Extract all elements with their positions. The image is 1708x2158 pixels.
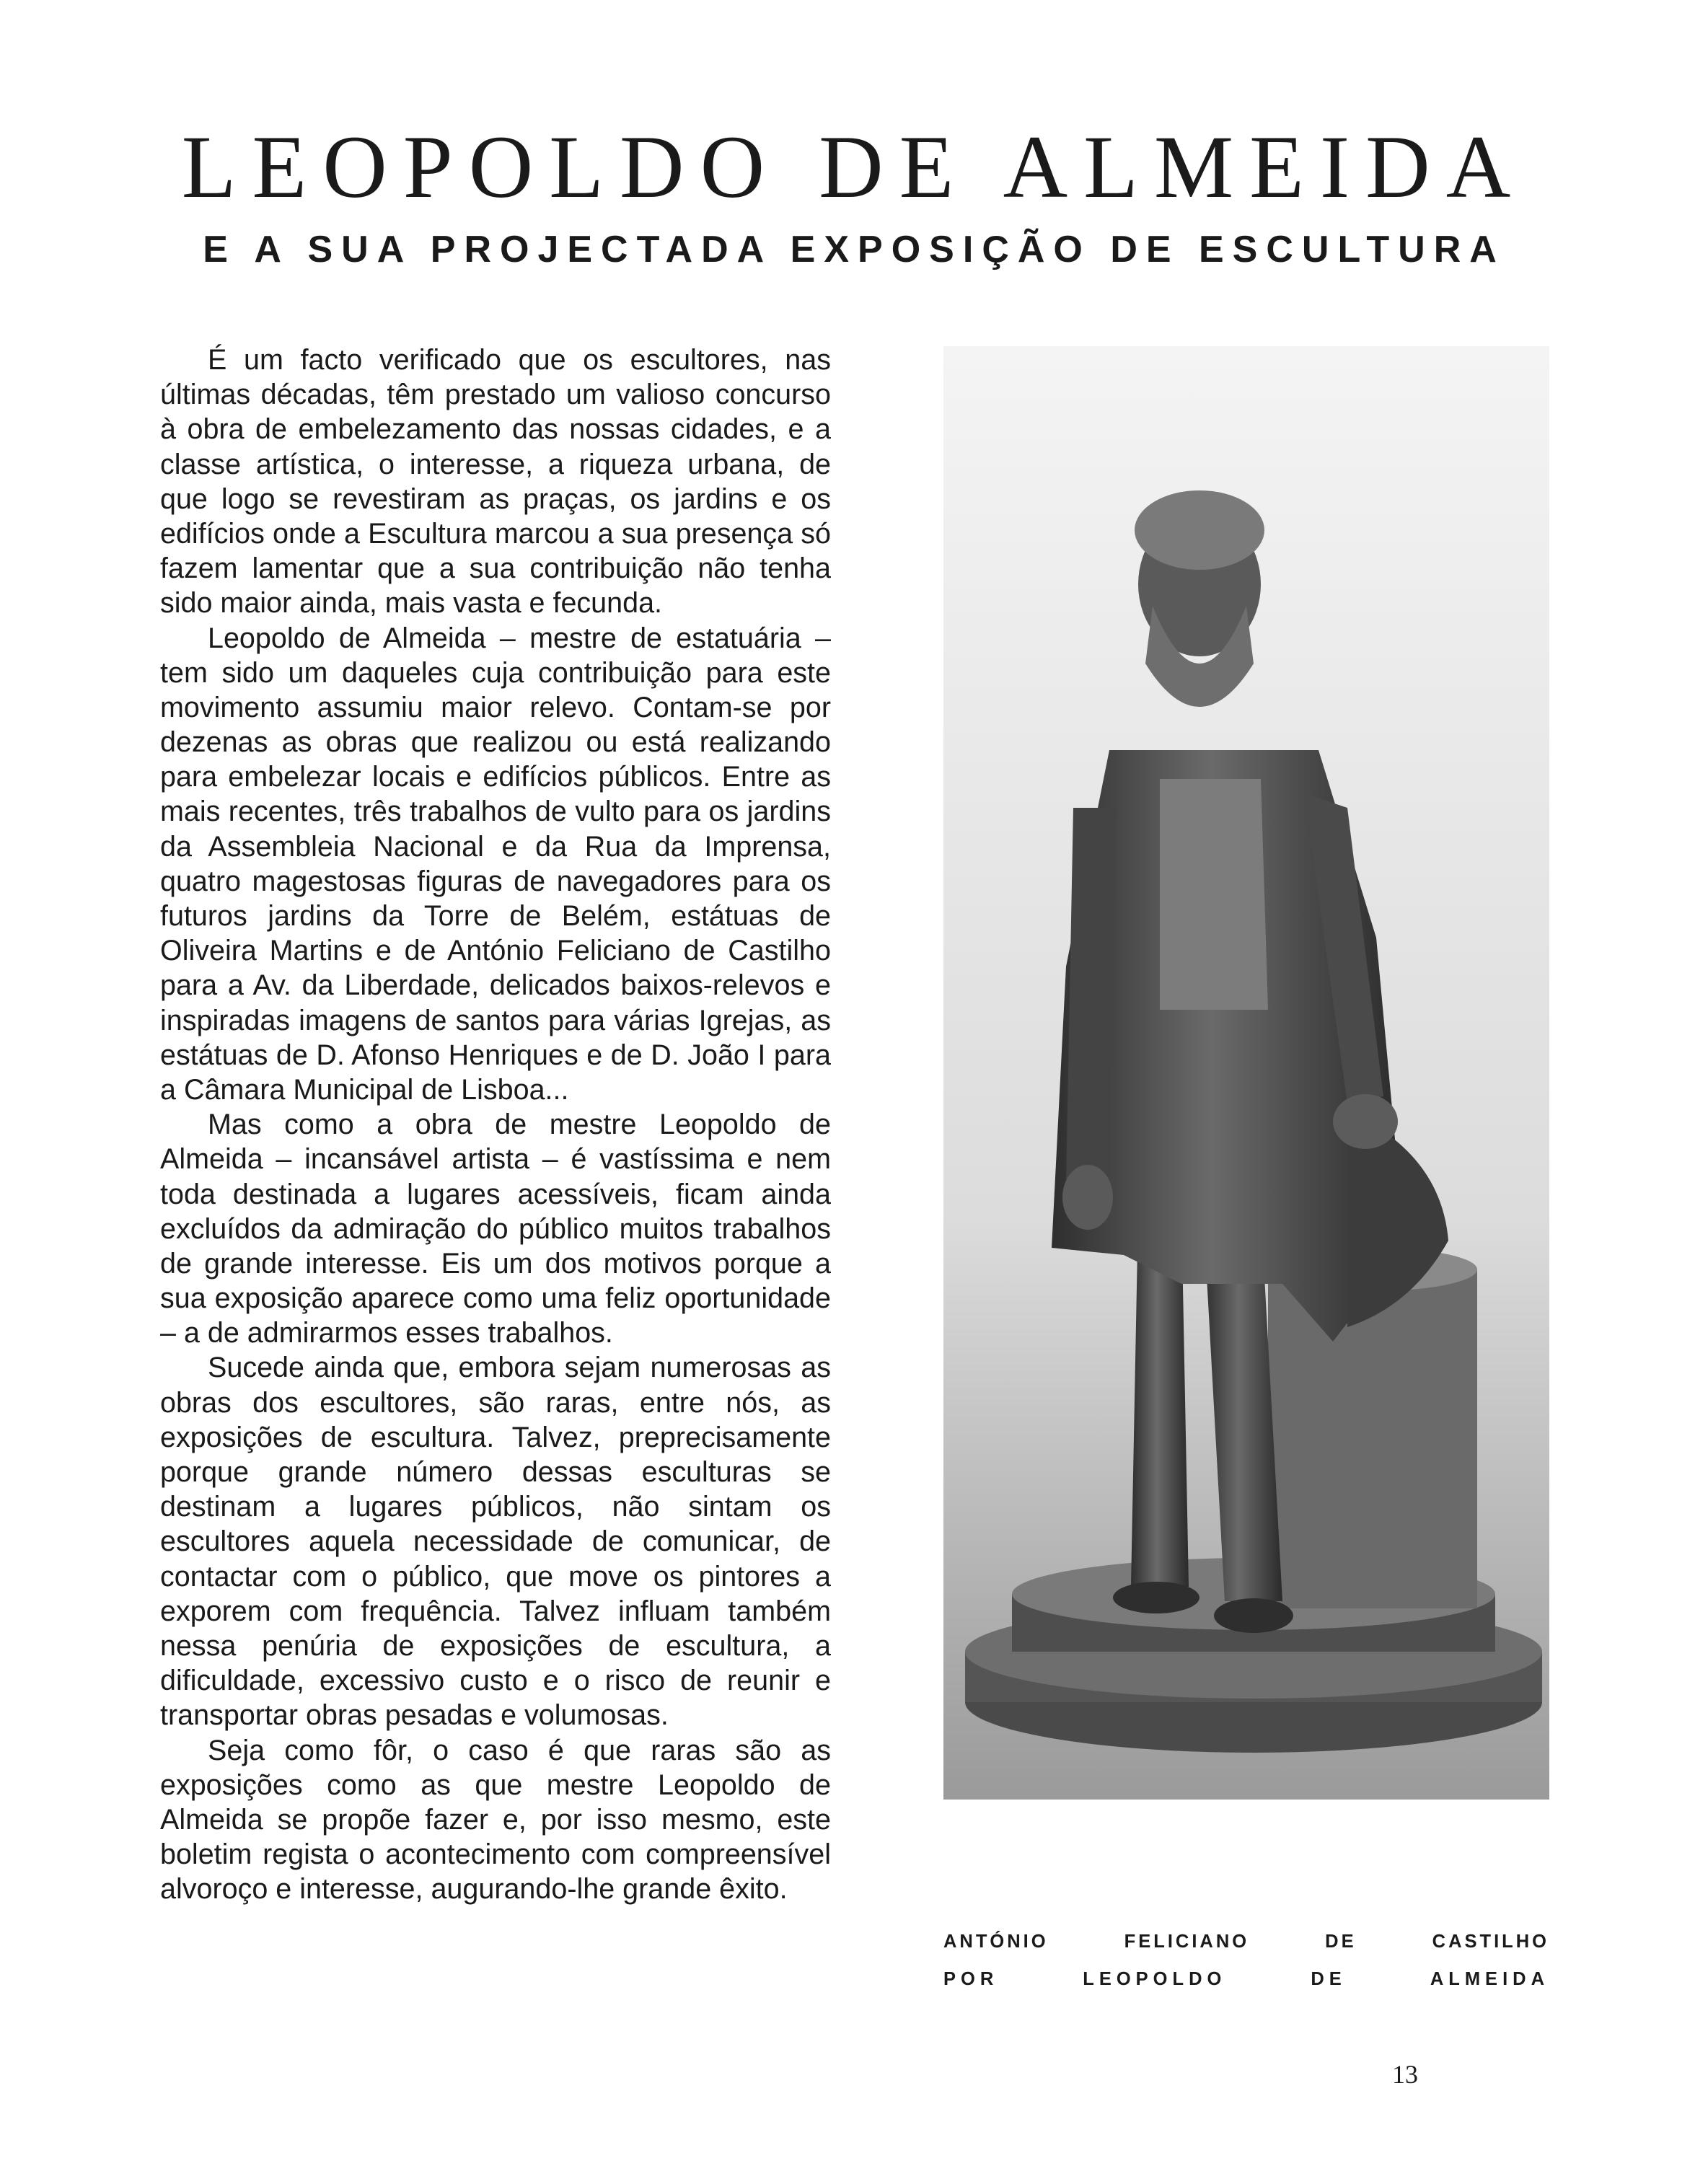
photo-caption [943,1923,1549,1999]
paragraph-4: Sucede ainda que, embora sejam numerosas as obras dos escultores, são raras, entre nós, as exposições de escultura. Talvez, preprecisamente porque grande número dessas esculturas se destinam a lugares públicos, não sintam os escultores aquela necessidade de comunicar, de contactar com o público, que move os pintores a exporem com frequência. Talvez influam também nessa penúria de exposições de escultura, a dificuldade, excessivo custo e o risco de reunir e transportar obras pesadas e volumosas. [160,1352,831,1732]
statue-illustration [943,346,1549,1800]
caption-line-1: ANTÓNIO FELICIANO DE CASTILHO [943,1932,1549,1952]
page-number: 13 [1392,2060,1418,2089]
paragraph-1: É um facto verificado que os escultores, nas últimas décadas, têm prestado um valioso concurso à obra de embelezamento das nossas cidades, e a classe artística, o interesse, a riqueza urbana, de que logo se revestiram as praças, os jardins e os edifícios onde a Escultura marcou a sua presença só fazem lamentar que a sua contribuição não tenha sido maior ainda, mais vasta e fecunda. [160,344,831,620]
article-body [160,343,831,1906]
caption-line-2: POR LEOPOLDO DE ALMEIDA [943,1969,1549,1990]
page-title: LEOPOLDO DE ALMEIDA [181,118,1527,216]
paragraph-2: Leopoldo de Almeida – mestre de estatuária – tem sido um daqueles cuja contribuição para este movimento assumiu maior relevo. Contam-se por dezenas as obras que realizou ou está realizando para embelezar locais e edifícios públicos. Entre as mais recentes, três trabalhos de vulto para os jardins da Assembleia Nacional e da Rua da Imprensa, quatro magestosas figuras de navegadores para os futuros jardins da Torre de Belém, estátuas de Oliveira Martins e de António Feliciano de Castilho para a Av. da Liberdade, delicados baixos-relevos e inspiradas imagens de santos para várias Igrejas, as estátuas de D. Afonso Henriques e de D. João I para a Câmara Municipal de Lisboa... [160,622,831,1106]
page-subtitle: E A SUA PROJECTADA EXPOSIÇÃO DE ESCULTURA [203,229,1505,270]
statue-photo [943,346,1549,1800]
paragraph-3: Mas como a obra de mestre Leopoldo de Almeida – incansável artista – é vastíssima e nem toda destinada a lugares acessíveis, ficam ainda excluídos da admiração do público muitos trabalhos de grande interesse. Eis um dos motivos porque a sua exposição aparece como uma feliz oportunidade – a de admirarmos esses trabalhos. [160,1109,831,1349]
paragraph-5: Seja como fôr, o caso é que raras são as exposições como as que mestre Leopoldo de Almeida se propõe fazer e, por isso mesmo, este boletim regista o acontecimento com compreensível alvoroço e interesse, augurando-lhe grande êxito. [160,1734,831,1906]
